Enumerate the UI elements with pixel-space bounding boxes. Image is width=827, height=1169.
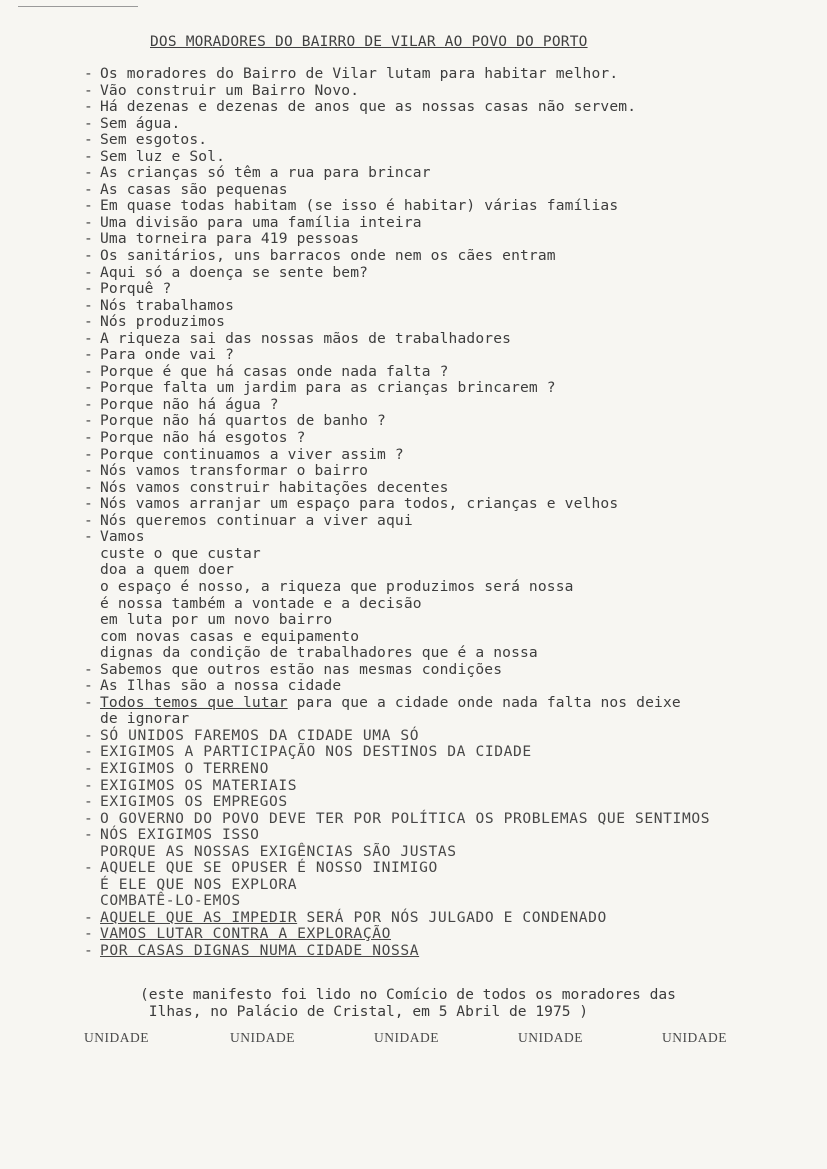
manifesto-line bbox=[84, 761, 784, 778]
manifesto-line bbox=[84, 331, 784, 348]
line-text: Porque continuamos a viver assim ? bbox=[100, 445, 404, 463]
manifesto-line bbox=[84, 265, 784, 282]
line-text: Nós queremos continuar a viver aqui bbox=[100, 511, 413, 529]
underlined-text: AQUELE QUE AS IMPEDIR bbox=[100, 908, 298, 926]
line-text: com novas casas e equipamento bbox=[100, 627, 360, 645]
line-text: POR CASAS DIGNAS NUMA CIDADE NOSSA bbox=[100, 941, 420, 959]
bullet-dash: - bbox=[84, 826, 94, 844]
footnote bbox=[140, 986, 790, 1020]
manifesto-line bbox=[84, 83, 784, 100]
bullet-dash: - bbox=[84, 908, 94, 926]
bullet-dash: - bbox=[84, 296, 93, 314]
line-text: AQUELE QUE SE OPUSER É NOSSO INIMIGO bbox=[100, 859, 438, 877]
manifesto-line bbox=[84, 943, 784, 960]
line-text: SERÁ POR NÓS JULGADO E CONDENADO bbox=[297, 908, 607, 926]
manifesto-line bbox=[84, 298, 784, 315]
manifesto-line bbox=[84, 116, 784, 133]
manifesto-line bbox=[84, 794, 784, 811]
manifesto-line bbox=[84, 926, 784, 943]
manifesto-line bbox=[84, 596, 784, 613]
bullet-dash: - bbox=[84, 660, 93, 678]
line-text: PORQUE AS NOSSAS EXIGÊNCIAS SÃO JUSTAS bbox=[100, 842, 457, 860]
line-text: EXIGIMOS A PARTICIPAÇÃO NOS DESTINOS DA CIDADE bbox=[100, 743, 532, 761]
footer-slogan: UNIDADE bbox=[518, 1030, 583, 1045]
bullet-dash: - bbox=[84, 412, 93, 430]
manifesto-line bbox=[84, 860, 784, 877]
line-text: para que a cidade onde nada falta nos deixe bbox=[287, 693, 681, 711]
line-text: EXIGIMOS O TERRENO bbox=[100, 759, 269, 777]
top-edge-mark bbox=[18, 6, 138, 7]
line-text: Sabemos que outros estão nas mesmas condições bbox=[100, 660, 503, 678]
manifesto-line bbox=[84, 165, 784, 182]
manifesto-line bbox=[84, 447, 784, 464]
manifesto-line bbox=[84, 645, 784, 662]
line-text: Porque falta um jardim para as crianças brincarem ? bbox=[100, 379, 556, 397]
line-text: doa a quem doer bbox=[100, 561, 235, 579]
manifesto-line bbox=[84, 562, 784, 579]
bullet-dash: - bbox=[84, 941, 94, 959]
manifesto-line bbox=[84, 778, 784, 795]
bullet-dash: - bbox=[84, 180, 93, 198]
line-text: de ignorar bbox=[100, 710, 190, 728]
line-text: Sem luz e Sol. bbox=[100, 147, 226, 165]
manifesto-line bbox=[84, 662, 784, 679]
document-title: DOS MORADORES DO BAIRRO DE VILAR AO POVO DO PORTO bbox=[150, 34, 588, 50]
bullet-dash: - bbox=[84, 743, 94, 761]
footnote-line-2: Ilhas, no Palácio de Cristal, em 5 Abril de 1975 ) bbox=[140, 1003, 589, 1020]
line-text: NÓS EXIGIMOS ISSO bbox=[100, 826, 260, 844]
bullet-dash: - bbox=[84, 726, 94, 744]
bullet-dash: - bbox=[84, 776, 94, 794]
manifesto-line bbox=[84, 480, 784, 497]
line-text: Uma torneira para 419 pessoas bbox=[100, 230, 360, 248]
bullet-dash: - bbox=[84, 197, 93, 215]
bullet-dash: - bbox=[84, 98, 93, 116]
manifesto-line bbox=[84, 66, 784, 83]
line-text: COMBATÊ-LO-EMOS bbox=[100, 892, 241, 910]
underlined-text: Todos temos que lutar bbox=[100, 693, 288, 711]
bullet-dash: - bbox=[84, 478, 93, 496]
manifesto-line bbox=[84, 231, 784, 248]
manifesto-line bbox=[84, 413, 784, 430]
line-text: é nossa também a vontade e a decisão bbox=[100, 594, 422, 612]
line-text: Nós vamos construir habitações decentes bbox=[100, 478, 449, 496]
manifesto-line bbox=[84, 248, 784, 265]
manifesto-line bbox=[84, 695, 784, 712]
line-text: SÓ UNIDOS FAREMOS DA CIDADE UMA SÓ bbox=[100, 726, 420, 744]
bullet-dash: - bbox=[84, 379, 93, 397]
bullet-dash: - bbox=[84, 131, 93, 149]
line-text: O GOVERNO DO POVO DEVE TER POR POLÍTICA OS PROBLEMAS QUE SENTIMOS bbox=[100, 809, 711, 827]
line-text: Sem água. bbox=[100, 114, 181, 132]
bullet-dash: - bbox=[84, 859, 94, 877]
manifesto-line bbox=[84, 314, 784, 331]
bullet-dash: - bbox=[84, 511, 93, 529]
line-text: Vão construir um Bairro Novo. bbox=[100, 81, 360, 99]
manifesto-line bbox=[84, 711, 784, 728]
manifesto-line bbox=[84, 629, 784, 646]
manifesto-line bbox=[84, 198, 784, 215]
bullet-dash: - bbox=[84, 462, 93, 480]
bullet-dash: - bbox=[84, 759, 94, 777]
manifesto-line bbox=[84, 380, 784, 397]
bullet-dash: - bbox=[84, 230, 93, 248]
manifesto-line bbox=[84, 463, 784, 480]
manifesto-line bbox=[84, 579, 784, 596]
line-text: EXIGIMOS OS MATERIAIS bbox=[100, 776, 298, 794]
line-text: dignas da condição de trabalhadores que é a nossa bbox=[100, 644, 538, 662]
manifesto-body bbox=[84, 66, 784, 960]
manifesto-line bbox=[84, 678, 784, 695]
bullet-dash: - bbox=[84, 81, 93, 99]
line-text: Porque é que há casas onde nada falta ? bbox=[100, 362, 449, 380]
line-text: Os sanitários, uns barracos onde nem os cães entram bbox=[100, 247, 556, 265]
manifesto-line bbox=[84, 877, 784, 894]
line-text: A riqueza sai das nossas mãos de trabalhadores bbox=[100, 329, 512, 347]
bullet-dash: - bbox=[84, 329, 93, 347]
bullet-dash: - bbox=[84, 793, 94, 811]
manifesto-line bbox=[84, 397, 784, 414]
bullet-dash: - bbox=[84, 65, 93, 82]
line-text: custe o que custar bbox=[100, 544, 261, 562]
line-text: As Ilhas são a nossa cidade bbox=[100, 677, 342, 695]
bullet-dash: - bbox=[84, 213, 93, 231]
manifesto-line bbox=[84, 612, 784, 629]
bullet-dash: - bbox=[84, 445, 93, 463]
line-text: em luta por um novo bairro bbox=[100, 611, 333, 629]
manifesto-line bbox=[84, 132, 784, 149]
bullet-dash: - bbox=[84, 429, 93, 447]
manifesto-line bbox=[84, 744, 784, 761]
bullet-dash: - bbox=[84, 164, 93, 182]
manifesto-line bbox=[84, 364, 784, 381]
footer-slogan: UNIDADE bbox=[84, 1030, 149, 1045]
line-text: Aqui só a doença se sente bem? bbox=[100, 263, 369, 281]
bullet-dash: - bbox=[84, 346, 93, 364]
bullet-dash: - bbox=[84, 247, 93, 265]
bullet-dash: - bbox=[84, 395, 93, 413]
bullet-dash: - bbox=[84, 495, 93, 513]
manifesto-line bbox=[84, 182, 784, 199]
line-text: Porque não há água ? bbox=[100, 395, 279, 413]
manifesto-line bbox=[84, 496, 784, 513]
line-text: Uma divisão para uma família inteira bbox=[100, 213, 422, 231]
bullet-dash: - bbox=[84, 362, 93, 380]
manifesto-line bbox=[84, 149, 784, 166]
manifesto-line bbox=[84, 281, 784, 298]
bullet-dash: - bbox=[84, 313, 93, 331]
line-text: Vamos bbox=[100, 528, 145, 546]
bullet-dash: - bbox=[84, 677, 93, 695]
bullet-dash: - bbox=[84, 528, 93, 546]
manifesto-line bbox=[84, 347, 784, 364]
line-text: As crianças só têm a rua para brincar bbox=[100, 164, 431, 182]
line-text: Nós trabalhamos bbox=[100, 296, 235, 314]
manifesto-line bbox=[84, 529, 784, 546]
line-text: VAMOS LUTAR CONTRA A EXPLORAÇÃO bbox=[100, 925, 391, 943]
manifesto-line bbox=[84, 546, 784, 563]
bullet-dash: - bbox=[84, 280, 93, 298]
footnote-line-1: (este manifesto foi lido no Comício de todos os moradores das bbox=[140, 986, 676, 1003]
manifesto-line bbox=[84, 99, 784, 116]
line-text: o espaço é nosso, a riqueza que produzimos será nossa bbox=[100, 577, 574, 595]
bullet-dash: - bbox=[84, 263, 93, 281]
bullet-dash: - bbox=[84, 114, 93, 132]
line-text: Sem esgotos. bbox=[100, 131, 208, 149]
line-text: As casas são pequenas bbox=[100, 180, 288, 198]
bullet-dash: - bbox=[84, 809, 94, 827]
line-text: Porque não há esgotos ? bbox=[100, 429, 306, 447]
manifesto-line bbox=[84, 910, 784, 927]
line-text: Para onde vai ? bbox=[100, 346, 235, 364]
footer-slogan: UNIDADE bbox=[374, 1030, 439, 1045]
bullet-dash: - bbox=[84, 147, 93, 165]
manifesto-line bbox=[84, 827, 784, 844]
footer-slogan: UNIDADE bbox=[230, 1030, 295, 1045]
line-text: Nós produzimos bbox=[100, 313, 226, 331]
line-text: Os moradores do Bairro de Vilar lutam para habitar melhor. bbox=[100, 65, 619, 82]
manifesto-line bbox=[84, 513, 784, 530]
bullet-dash: - bbox=[84, 925, 94, 943]
line-text: Em quase todas habitam (se isso é habitar) várias famílias bbox=[100, 197, 619, 215]
footer-slogans bbox=[84, 1030, 784, 1050]
manifesto-line bbox=[84, 811, 784, 828]
line-text: EXIGIMOS OS EMPREGOS bbox=[100, 793, 288, 811]
line-text: Porquê ? bbox=[100, 280, 172, 298]
manifesto-line bbox=[84, 893, 784, 910]
manifesto-line bbox=[84, 728, 784, 745]
line-text: Há dezenas e dezenas de anos que as nossas casas não servem. bbox=[100, 98, 637, 116]
line-text: Nós vamos arranjar um espaço para todos, crianças e velhos bbox=[100, 495, 619, 513]
manifesto-line bbox=[84, 215, 784, 232]
line-text: Porque não há quartos de banho ? bbox=[100, 412, 386, 430]
manifesto-line bbox=[84, 844, 784, 861]
line-text: É ELE QUE NOS EXPLORA bbox=[100, 875, 298, 893]
bullet-dash: - bbox=[84, 693, 93, 711]
manifesto-line bbox=[84, 430, 784, 447]
footer-slogan: UNIDADE bbox=[662, 1030, 727, 1045]
line-text: Nós vamos transformar o bairro bbox=[100, 462, 369, 480]
